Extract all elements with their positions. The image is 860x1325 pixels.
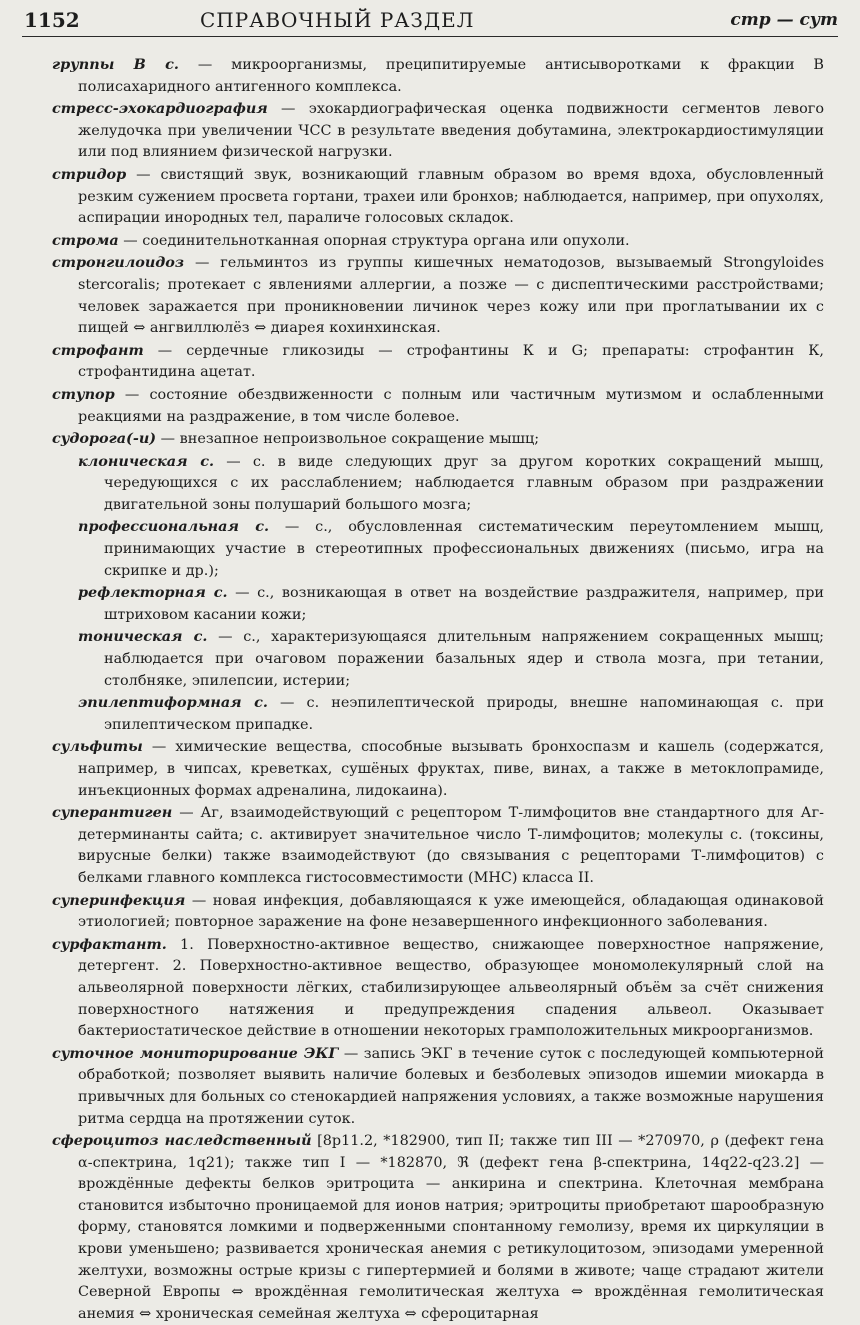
- entry-definition: — микроорганизмы, преципитируемые антисыворотками к фракции В полисахаридного антигенного комплекса.: [78, 57, 825, 95]
- dictionary-entry: [52, 98, 824, 164]
- entry-definition: — внезапное непроизвольное сокращение мышц;: [156, 431, 540, 448]
- entry-term: стресс-эхокардиография: [52, 100, 268, 118]
- entry-term: сульфиты: [52, 738, 143, 756]
- dictionary-entry: [52, 934, 824, 1043]
- entry-term: ступор: [52, 385, 115, 403]
- dictionary-entry: [52, 802, 824, 889]
- entry-term: профессиональная с.: [78, 518, 270, 536]
- entry-term: сурфактант.: [52, 935, 167, 953]
- dictionary-entry: [52, 1130, 824, 1325]
- sub-entry: [78, 692, 824, 736]
- entry-definition: 1. Поверхностно-активное вещество, снижающее поверхностное напряжение, детергент. 2. Поверхностно-активное вещество, образующее мономолекулярный слой на альвеолярной поверхности лёгких, стабилизирующее альвеолярный объём за счёт снижения поверхностного натяжения и предупреждения спадения альвеол. Оказывает бактериостатическое действие в отношении некоторых грамположительных микроорганизмов.: [78, 936, 824, 1040]
- dictionary-entry: [52, 428, 824, 451]
- entry-definition: — сердечные гликозиды — строфантины К и G; препараты: строфантин К, строфантидина ацетат.: [78, 342, 824, 381]
- entry-definition: — гельминтоз из группы кишечных нематодозов, вызываемый Strongyloides stercoralis; протекает с явлениями аллергии, а позже — с диспептическими расстройствами; человек заражается при проникновении личинок через кожу или при проглатывании их с пищей ⇔ ангвиллюлёз ⇔ диарея кохинхинская.: [78, 255, 824, 337]
- entry-definition: — с., обусловленная систематическим переутомлением мышц, принимающих участие в стереотипных профессиональных движениях (письмо, игра на скрипке и др.);: [104, 519, 824, 579]
- sub-entry: [78, 626, 824, 692]
- section-title: СПРАВОЧНЫЙ РАЗДЕЛ: [200, 8, 475, 32]
- entry-range: стр — сут: [730, 10, 838, 30]
- sub-entry: [78, 582, 824, 626]
- entry-term: стридор: [52, 165, 127, 183]
- entry-definition: — химические вещества, способные вызывать бронхоспазм и кашель (содержатся, например, в чипсах, креветках, сушёных фруктах, пиве, винах, а также в метоклопрамиде, инъекционных формах адреналина, лидокаина).: [78, 739, 824, 799]
- entry-definition: [8p11.2, *182900, тип II; также тип III — *270970, ρ (дефект гена α-спектрина, 1q21); также тип I — *182870, ℜ (дефект гена β-спектрина, 14q22-q23.2] — врождённые дефекты белков эритроцита — анкирина и спектрина. Клеточная мембрана становится избыточно проницаемой для ионов натрия; эритроциты приобретают шарообразную форму, становятся ломкими и подверженными спонтанному гемолизу, время их циркуляции в крови уменьшено; развивается хроническая анемия с ретикулоцитозом, эпизодами умеренной желтухи, возможны острые кризы с гипертермией и болями в животе; чаще страдают жители Северной Европы ⇔ врождённая гемолитическая желтуха ⇔ врождённая гемолитическая анемия ⇔ хроническая семейная желтуха ⇔ сфероцитарная: [78, 1133, 824, 1322]
- entries-list: [52, 54, 824, 1325]
- dictionary-entry: [52, 230, 824, 253]
- entry-term: эпилептиформная с.: [78, 694, 268, 712]
- entry-definition: — соединительнотканная опорная структура органа или опухоли.: [118, 232, 630, 249]
- entry-definition: — Аг, взаимодействующий с рецептором Т-лимфоцитов вне стандартного для Аг-детерминанты сайта; с. активирует значительное число Т-лимфоцитов; молекулы с. (токсины, вирусные белки) также взаимодействуют (до связывания с рецепторами Т-лимфоцитов) с белками главного комплекса гистосовместимости (МНС) класса II.: [78, 805, 824, 886]
- entry-definition: — с. неэпилептической природы, внешне напоминающая с. при эпилептическом припадке.: [104, 695, 824, 733]
- entry-term: рефлекторная с.: [78, 584, 228, 602]
- entry-term: тоническая с.: [78, 628, 208, 646]
- entry-term: клоническая с.: [78, 452, 214, 470]
- entry-definition: — эхокардиографическая оценка подвижности сегментов левого желудочка при увеличении ЧСС в результате введения добутамина, электрокардиостимуляции или под влиянием физической нагрузки.: [78, 101, 824, 161]
- dictionary-entry: [52, 890, 824, 934]
- entry-definition: — новая инфекция, добавляющаяся к уже имеющейся, обладающая одинаковой этиологией; повторное заражение на фоне незавершенного инфекционного заболевания.: [78, 892, 824, 931]
- dictionary-entry: [52, 1043, 824, 1130]
- entry-term: суперантиген: [52, 804, 173, 822]
- entry-term: суперинфекция: [52, 891, 186, 909]
- entry-term: строма: [52, 231, 119, 249]
- sub-entry: [78, 516, 824, 582]
- sub-entry: [78, 451, 824, 517]
- dictionary-entry: [52, 164, 824, 230]
- page-header: [22, 8, 838, 37]
- dictionary-entry: [52, 340, 824, 384]
- entry-definition: — с., возникающая в ответ на воздействие раздражителя, например, при штриховом касании кожи;: [104, 585, 825, 623]
- entry-term: суточное мониторирование ЭКГ: [52, 1044, 339, 1062]
- entry-definition: — свистящий звук, возникающий главным образом во время вдоха, обусловленный резким сужением просвета гортани, трахеи или бронхов; наблюдается, например, при опухолях, аспирации инородных тел, параличе голосовых складок.: [78, 166, 824, 227]
- dictionary-entry: [52, 54, 824, 98]
- dictionary-entry: [52, 384, 824, 428]
- entry-term: судорога(-и): [52, 430, 157, 448]
- entry-term: строфант: [52, 341, 144, 359]
- entry-term: группы В с.: [52, 56, 179, 73]
- entry-definition: — запись ЭКГ в течение суток с последующей компьютерной обработкой; позволяет выявить наличие болевых и безболевых эпизодов ишемии миокарда в привычных для больных со стенокардией напряжения условиях, а также возможные нарушения ритма сердца на протяжении суток.: [78, 1045, 824, 1127]
- entry-definition: — с., характеризующаяся длительным напряжением сокращенных мышц; наблюдается при очаговом поражении базальных ядер и ствола мозга, при тетании, столбняке, эпилепсии, истерии;: [104, 629, 824, 689]
- entry-definition: — с. в виде следующих друг за другом коротких сокращений мышц, чередующихся с их расслаблением; наблюдается главным образом при раздражении двигательной зоны полушарий большого мозга;: [104, 453, 824, 513]
- dictionary-entry: [52, 252, 824, 339]
- dictionary-entry: [52, 736, 824, 802]
- entry-term: стронгилоидоз: [52, 254, 185, 272]
- entry-definition: — состояние обездвиженности с полным или частичным мутизмом и ослабленными реакциями на раздражение, в том числе болевое.: [78, 386, 824, 425]
- page-number: 1152: [24, 8, 80, 32]
- entry-term: сфероцитоз наследственный: [52, 1132, 312, 1150]
